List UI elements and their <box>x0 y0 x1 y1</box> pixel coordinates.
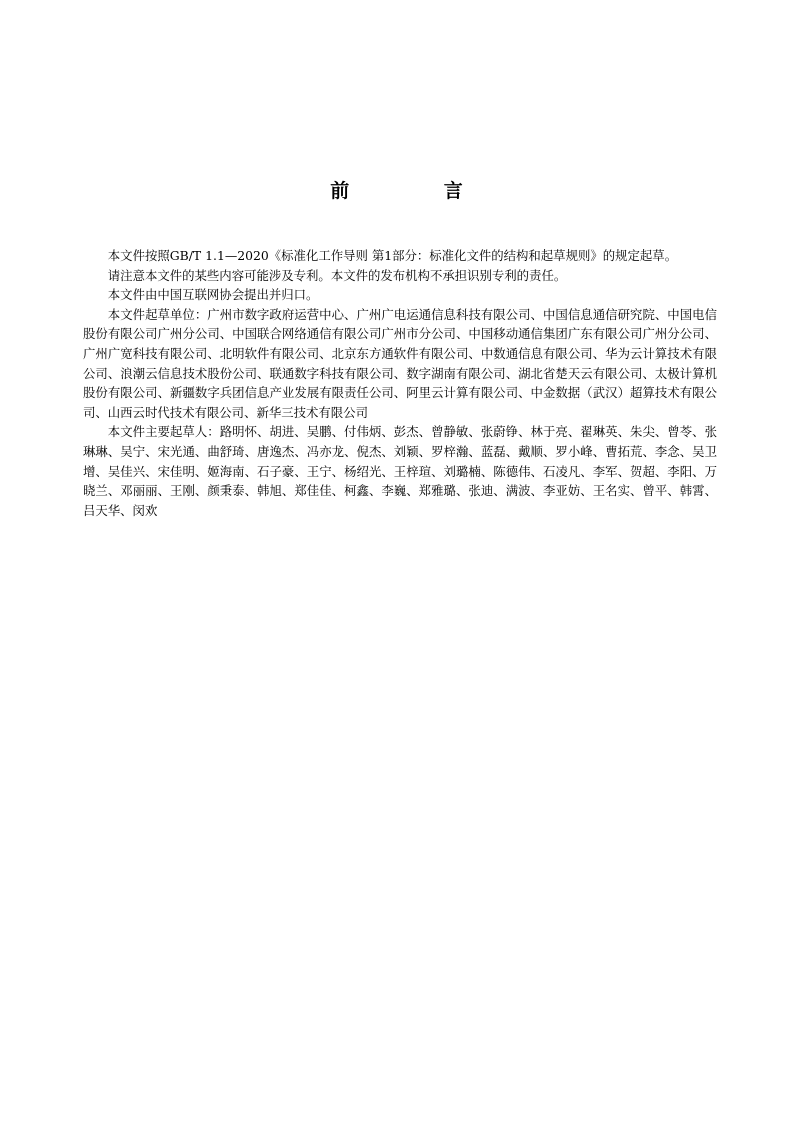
paragraph-drafting-units: 本文件起草单位：广州市数字政府运营中心、广州广电运通信息科技有限公司、中国信息通信研究院、中国电信股份有限公司广州分公司、中国联合网络通信有限公司广州市分公司、中国移动通信集团广东有限公司广州分公司、广州广宽科技有限公司、北明软件有限公司、北京东方通软件有限公司、中数通信息有限公司、华为云计算技术有限公司、浪潮云信息技术股份公司、联通数字科技有限公司、数字湖南有限公司、湖北省楚天云有限公司、太极计算机股份有限公司、新疆数字兵团信息产业发展有限责任公司、阿里云计算有限公司、中金数据（武汉）超算技术有限公司、山西云时代技术有限公司、新华三技术有限公司 <box>83 306 717 420</box>
paragraph-drafters: 本文件主要起草人：路明怀、胡进、吴鹏、付伟炳、彭杰、曾静敏、张蔚铮、林于亮、翟琳英、朱尖、曾苓、张琳琳、吴宁、宋光通、曲舒琦、唐逸杰、冯亦龙、倪杰、刘颖、罗梓瀚、蓝磊、戴顺、罗小峰、曹拓荒、李念、吴卫增、吴佳兴、宋佳明、姬海南、石子豪、王宁、杨绍光、王梓瑄、刘璐楠、陈德伟、石凌凡、李军、贺超、李阳、万晓兰、邓丽丽、王刚、颜秉泰、韩旭、郑佳佳、柯鑫、李巍、郑雅璐、张迪、满波、李亚妨、王名实、曾平、韩霄、吕天华、闵欢 <box>83 424 717 518</box>
paragraph-patent-notice: 请注意本文件的某些内容可能涉及专利。本文件的发布机构不承担识别专利的责任。 <box>107 267 567 283</box>
page-title: 前 言 <box>330 180 507 202</box>
document-body <box>83 246 717 520</box>
paragraph-drafting-rules: 本文件按照GB/T 1.1—2020《标准化工作导则 第1部分：标准化文件的结构和起草规则》的规定起草。 <box>107 248 678 263</box>
paragraph-proposer: 本文件由中国互联网协会提出并归口。 <box>107 287 319 303</box>
